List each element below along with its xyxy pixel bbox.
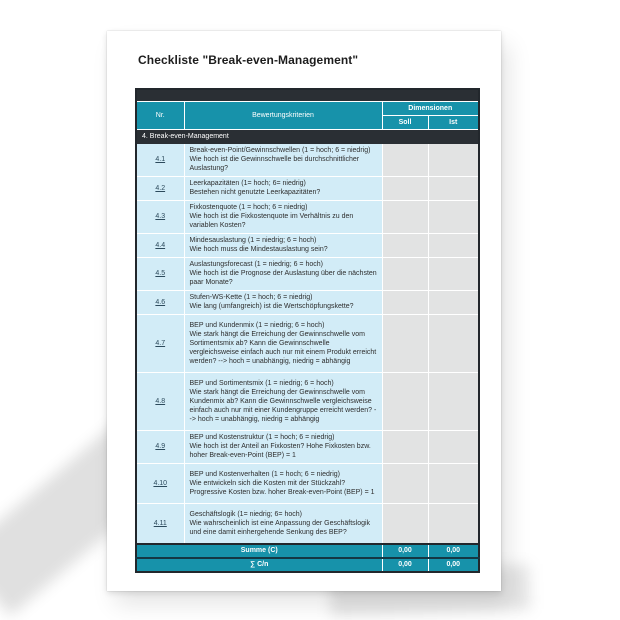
- criteria-cell: [184, 372, 382, 430]
- row-number-link[interactable]: 4.8: [155, 397, 166, 405]
- row-number-link[interactable]: 4.2: [155, 184, 166, 192]
- criterion-question: Wie entwickeln sich die Kosten mit der Stückzahl? Progressive Kosten bzw. hoher Break-even-Point (BEP) = 1: [189, 479, 375, 496]
- column-header-dimensions: Dimensionen: [382, 101, 479, 115]
- criterion-question: Wie wahrscheinlich ist eine Anpassung der Geschäftslogik und eine damit einhergehende Senkung des BEP?: [189, 519, 371, 536]
- criterion-question: Wie hoch ist die Fixkostenquote im Verhältnis zu den variablen Kosten?: [189, 213, 354, 229]
- table-row: [136, 290, 479, 314]
- criteria-cell: [184, 257, 382, 290]
- ist-value-cell[interactable]: [428, 290, 479, 314]
- soll-value-cell[interactable]: [382, 257, 428, 290]
- soll-value-cell[interactable]: [382, 233, 428, 257]
- criterion-title: BEP und Sortimentsmix (1 = niedrig; 6 = hoch): [189, 379, 334, 387]
- ist-value-cell[interactable]: [428, 314, 479, 372]
- criterion-title: BEP und Kundenmix (1 = niedrig; 6 = hoch): [189, 321, 325, 329]
- row-number-link[interactable]: 4.6: [155, 298, 166, 306]
- ist-value-cell[interactable]: [428, 463, 479, 503]
- sum-row: [136, 544, 479, 558]
- soll-value-cell[interactable]: [382, 503, 428, 544]
- table-body: [136, 143, 479, 544]
- soll-value-cell[interactable]: [382, 463, 428, 503]
- table-row: [136, 143, 479, 176]
- criteria-cell: [184, 430, 382, 463]
- row-number-link[interactable]: 4.7: [155, 339, 166, 347]
- criterion-question: Wie hoch ist der Anteil an Fixkosten? Hohe Fixkosten bzw. hoher Break-even-Point (BEP) = 1: [189, 443, 371, 459]
- column-header-criteria: Bewertungskriterien: [184, 101, 382, 129]
- ist-value-cell[interactable]: [428, 503, 479, 544]
- soll-value-cell[interactable]: [382, 372, 428, 430]
- soll-value-cell[interactable]: [382, 430, 428, 463]
- column-header-soll: Soll: [382, 115, 428, 129]
- row-number-link[interactable]: 4.3: [155, 213, 166, 220]
- sum-ist-value: 0,00: [428, 544, 479, 558]
- table-row: [136, 503, 479, 544]
- soll-value-cell[interactable]: [382, 314, 428, 372]
- criterion-question: Bestehen nicht genutzte Leerkapazitäten?: [189, 189, 321, 196]
- criteria-cell: [184, 290, 382, 314]
- ist-value-cell[interactable]: [428, 430, 479, 463]
- table-row: [136, 372, 479, 430]
- ist-value-cell[interactable]: [428, 200, 479, 233]
- ist-value-cell[interactable]: [428, 176, 479, 200]
- soll-value-cell[interactable]: [382, 143, 428, 176]
- criteria-cell: [184, 314, 382, 372]
- table-header: [136, 89, 479, 143]
- row-number-link[interactable]: 4.10: [153, 479, 168, 487]
- criteria-cell: [184, 463, 382, 503]
- criterion-title: Geschäftslogik (1= niedrig; 6= hoch): [189, 510, 302, 518]
- row-number-cell: [136, 233, 184, 257]
- criteria-cell: [184, 200, 382, 233]
- row-number-link[interactable]: 4.9: [155, 443, 166, 450]
- soll-value-cell[interactable]: [382, 290, 428, 314]
- criteria-cell: [184, 233, 382, 257]
- row-number-cell: [136, 257, 184, 290]
- criterion-title: Fixkostenquote (1 = hoch; 6 = niedrig): [189, 204, 308, 211]
- criterion-title: Leerkapazitäten (1= hoch; 6= niedrig): [189, 180, 306, 187]
- criterion-question: Wie stark hängt die Erreichung der Gewinnschwelle vom Sortimentsmix ab? Kann die Gewinnschwelle vergleichsweise einfach auch nur mit einem Produkt erreicht werden? --> hoch = unabhängig, niedrig = abhängig: [189, 330, 377, 365]
- table-row: [136, 314, 479, 372]
- table-row: [136, 200, 479, 233]
- section-header-row: [136, 129, 479, 143]
- row-number-cell: [136, 314, 184, 372]
- page-title: Checkliste "Break-even-Management": [138, 53, 359, 67]
- row-number-cell: [136, 503, 184, 544]
- table-footer: [136, 544, 479, 572]
- row-number-cell: [136, 200, 184, 233]
- row-number-cell: [136, 176, 184, 200]
- ist-value-cell[interactable]: [428, 372, 479, 430]
- criterion-question: Wie hoch ist die Gewinnschwelle bei durchschnittlicher Auslastung?: [189, 156, 360, 172]
- average-row: [136, 558, 479, 572]
- ist-value-cell[interactable]: [428, 233, 479, 257]
- ist-value-cell[interactable]: [428, 143, 479, 176]
- column-header-nr: Nr.: [136, 101, 184, 129]
- average-soll-value: 0,00: [382, 558, 428, 572]
- ist-value-cell[interactable]: [428, 257, 479, 290]
- table-row: [136, 257, 479, 290]
- criterion-question: Wie hoch muss die Mindestauslastung sein?: [189, 246, 328, 253]
- soll-value-cell[interactable]: [382, 176, 428, 200]
- section-title: 4. Break-even-Management: [136, 129, 479, 143]
- row-number-link[interactable]: 4.5: [155, 270, 166, 277]
- criterion-title: Auslastungsforecast (1 = niedrig; 6 = hoch): [189, 261, 323, 268]
- table-row: [136, 176, 479, 200]
- criteria-cell: [184, 143, 382, 176]
- row-number-cell: [136, 290, 184, 314]
- average-ist-value: 0,00: [428, 558, 479, 572]
- row-number-cell: [136, 372, 184, 430]
- checklist-table: [135, 88, 480, 573]
- criterion-title: BEP und Kostenstruktur (1 = hoch; 6 = niedrig): [189, 434, 335, 441]
- criterion-question: Wie stark hängt die Erreichung der Gewinnschwelle vom Kundenmix ab? Kann die Gewinnschwelle vergleichsweise einfach auch nur mit einer Kundengruppe erreicht werden? --> hoch = unabhängig, niedrig = abhängig: [189, 388, 377, 423]
- criterion-title: Mindesauslastung (1 = niedrig; 6 = hoch): [189, 237, 317, 244]
- criteria-cell: [184, 503, 382, 544]
- soll-value-cell[interactable]: [382, 200, 428, 233]
- criterion-title: Stufen-WS-Kette (1 = hoch; 6 = niedrig): [189, 294, 313, 301]
- row-number-link[interactable]: 4.1: [155, 156, 166, 163]
- table-row: [136, 430, 479, 463]
- document-paper: [107, 31, 501, 591]
- row-number-cell: [136, 143, 184, 176]
- sum-soll-value: 0,00: [382, 544, 428, 558]
- row-number-cell: [136, 463, 184, 503]
- header-row-main: [136, 101, 479, 115]
- table-row: [136, 233, 479, 257]
- column-header-ist: Ist: [428, 115, 479, 129]
- row-number-link[interactable]: 4.4: [155, 241, 166, 249]
- criterion-title: Break-even-Point/Gewinnschwellen (1 = hoch; 6 = niedrig): [189, 147, 371, 154]
- criterion-title: BEP und Kostenverhalten (1 = hoch; 6 = niedrig): [189, 470, 340, 478]
- average-label: ∑ C/n: [136, 558, 382, 572]
- criteria-cell: [184, 176, 382, 200]
- sum-label: Summe (C): [136, 544, 382, 558]
- table-top-bar: [136, 89, 479, 101]
- table-row: [136, 463, 479, 503]
- row-number-link[interactable]: 4.11: [153, 519, 167, 527]
- criterion-question: Wie lang (umfangreich) ist die Wertschöpfungskette?: [189, 303, 354, 310]
- criterion-question: Wie hoch ist die Prognose der Auslastung über die nächsten paar Monate?: [189, 270, 377, 286]
- row-number-cell: [136, 430, 184, 463]
